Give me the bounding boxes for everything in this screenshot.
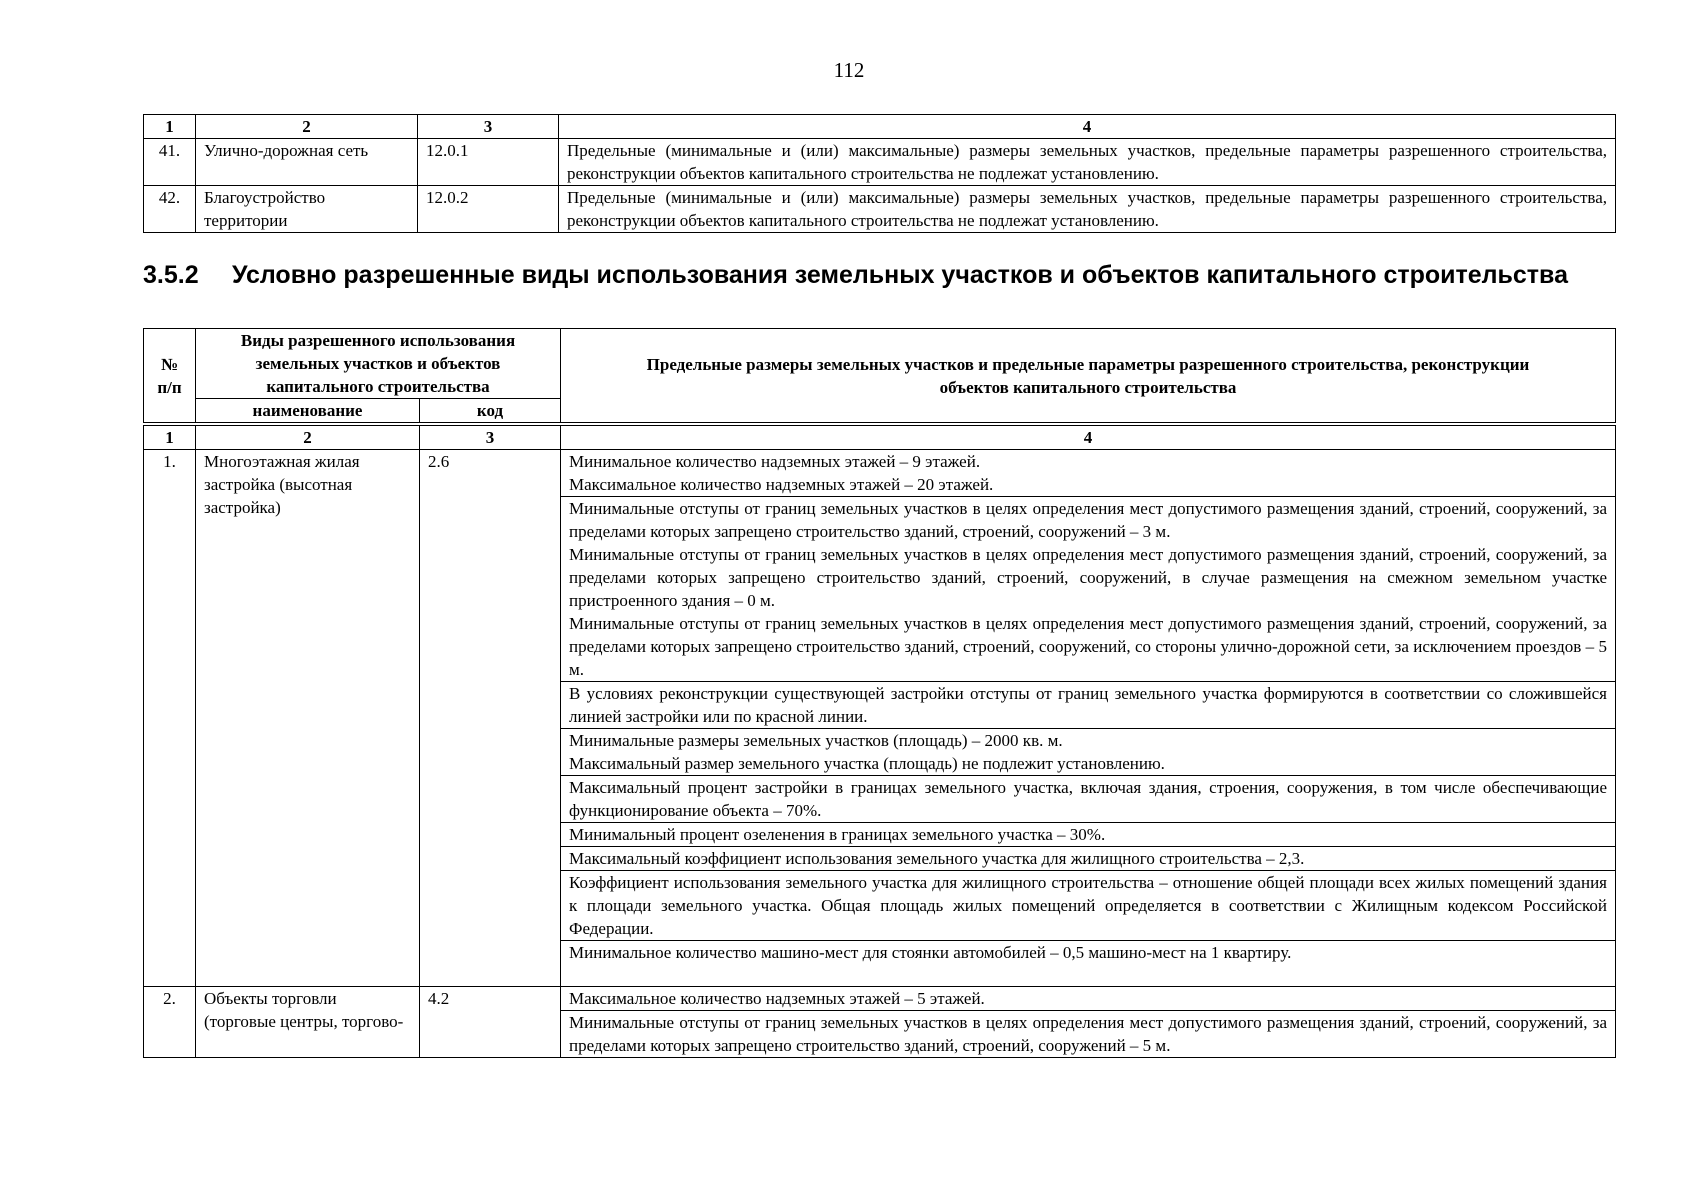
table-row bbox=[144, 186, 1616, 233]
header-use-types: Виды разрешенного использования земельных участков и объектов капитального строительства bbox=[196, 329, 561, 399]
row-number: 42. bbox=[144, 186, 196, 233]
header-code: код bbox=[420, 399, 561, 423]
table-row bbox=[144, 450, 1616, 497]
param-setbacks: Минимальные отступы от границ земельных участков в целях определения мест допустимого размещения зданий, строений, сооружений, за пределами которых запрещено строительство зданий, строений, сооружений – 5 м. bbox=[561, 1011, 1616, 1058]
param-floors: Минимальное количество надземных этажей – 9 этажей. Максимальное количество надземных этажей – 20 этажей. bbox=[561, 450, 1616, 497]
row-number: 2. bbox=[144, 987, 196, 1058]
use-name: Улично-дорожная сеть bbox=[196, 139, 418, 186]
col-number: 1 bbox=[144, 426, 196, 450]
param-greening: Минимальный процент озеленения в границах земельного участка – 30%. bbox=[561, 823, 1616, 847]
section-heading bbox=[143, 258, 1623, 292]
col-number: 1 bbox=[144, 115, 196, 139]
use-code: 12.0.1 bbox=[418, 139, 559, 186]
use-params: Предельные (минимальные и (или) максимальные) размеры земельных участков, предельные параметры разрешенного строительства, реконструкции объектов капитального строительства не подлежат установлению. bbox=[559, 186, 1616, 233]
param-build-percent: Максимальный процент застройки в границах земельного участка, включая здания, строения, сооружения, в том числе обеспечивающие функционирование объекта – 70%. bbox=[561, 776, 1616, 823]
use-code: 2.6 bbox=[420, 450, 561, 987]
column-number-row bbox=[144, 426, 1616, 450]
param-coefficient: Максимальный коэффициент использования земельного участка для жилищного строительства – 2,3. bbox=[561, 847, 1616, 871]
use-params: Предельные (минимальные и (или) максимальные) размеры земельных участков, предельные параметры разрешенного строительства, реконструкции объектов капитального строительства не подлежат установлению. bbox=[559, 139, 1616, 186]
section-title: Условно разрешенные виды использования земельных участков и объектов капитального строительства bbox=[232, 261, 1568, 289]
col-number: 2 bbox=[196, 426, 420, 450]
col-number: 4 bbox=[561, 426, 1616, 450]
section-number: 3.5.2 bbox=[143, 261, 199, 289]
use-code: 4.2 bbox=[420, 987, 561, 1058]
conditional-uses-table bbox=[143, 328, 1616, 1058]
previous-table bbox=[143, 114, 1616, 233]
col-number: 2 bbox=[196, 115, 418, 139]
param-coefficient-definition: Коэффициент использования земельного участка для жилищного строительства – отношение общей площади всех жилых помещений здания к площади земельного участка. Общая площадь жилых помещений определяется в соответствии с Жилищным кодексом Российской Федерации. bbox=[561, 871, 1616, 941]
table-header-row bbox=[144, 329, 1616, 399]
header-params: Предельные размеры земельных участков и предельные параметры разрешенного строительства, реконструкции объектов капитального строительства bbox=[561, 329, 1616, 423]
row-number: 1. bbox=[144, 450, 196, 987]
col-number: 3 bbox=[418, 115, 559, 139]
header-name: наименование bbox=[196, 399, 420, 423]
param-setbacks: Минимальные отступы от границ земельных участков в целях определения мест допустимого размещения зданий, строений, сооружений, за пределами которых запрещено строительство зданий, строений, сооружений – 3 м. Минимальные отступы от границ земельных участков в целях определения мест допустимого размещения зданий, строений, сооружений, за пределами которых запрещено строительство зданий, строений, сооружений, в случае размещения на смежном земельном участке пристроенного здания – 0 м. Минимальные отступы от границ земельных участков в целях определения мест допустимого размещения зданий, строений, сооружений, за пределами которых запрещено строительство зданий, строений, сооружений, со стороны улично-дорожной сети, за исключением проездов – 5 м. bbox=[561, 497, 1616, 682]
col-number: 3 bbox=[420, 426, 561, 450]
row-number: 41. bbox=[144, 139, 196, 186]
header-number: № п/п bbox=[144, 329, 196, 423]
col-number: 4 bbox=[559, 115, 1616, 139]
table-row bbox=[144, 987, 1616, 1011]
use-name: Благоустройство территории bbox=[196, 186, 418, 233]
param-reconstruction: В условиях реконструкции существующей застройки отступы от границ земельного участка формируются в соответствии со сложившейся линией застройки или по красной линии. bbox=[561, 682, 1616, 729]
use-name: Объекты торговли (торговые центры, торгово- bbox=[196, 987, 420, 1058]
use-code: 12.0.2 bbox=[418, 186, 559, 233]
column-number-row bbox=[144, 115, 1616, 139]
use-name: Многоэтажная жилая застройка (высотная застройка) bbox=[196, 450, 420, 987]
param-plot-size: Минимальные размеры земельных участков (площадь) – 2000 кв. м. Максимальный размер земельного участка (площадь) не подлежит установлению. bbox=[561, 729, 1616, 776]
param-parking: Минимальное количество машино-мест для стоянки автомобилей – 0,5 машино-мест на 1 квартиру. bbox=[561, 941, 1616, 987]
table-row bbox=[144, 139, 1616, 186]
page-number: 112 bbox=[833, 58, 865, 82]
param-floors: Максимальное количество надземных этажей – 5 этажей. bbox=[561, 987, 1616, 1011]
